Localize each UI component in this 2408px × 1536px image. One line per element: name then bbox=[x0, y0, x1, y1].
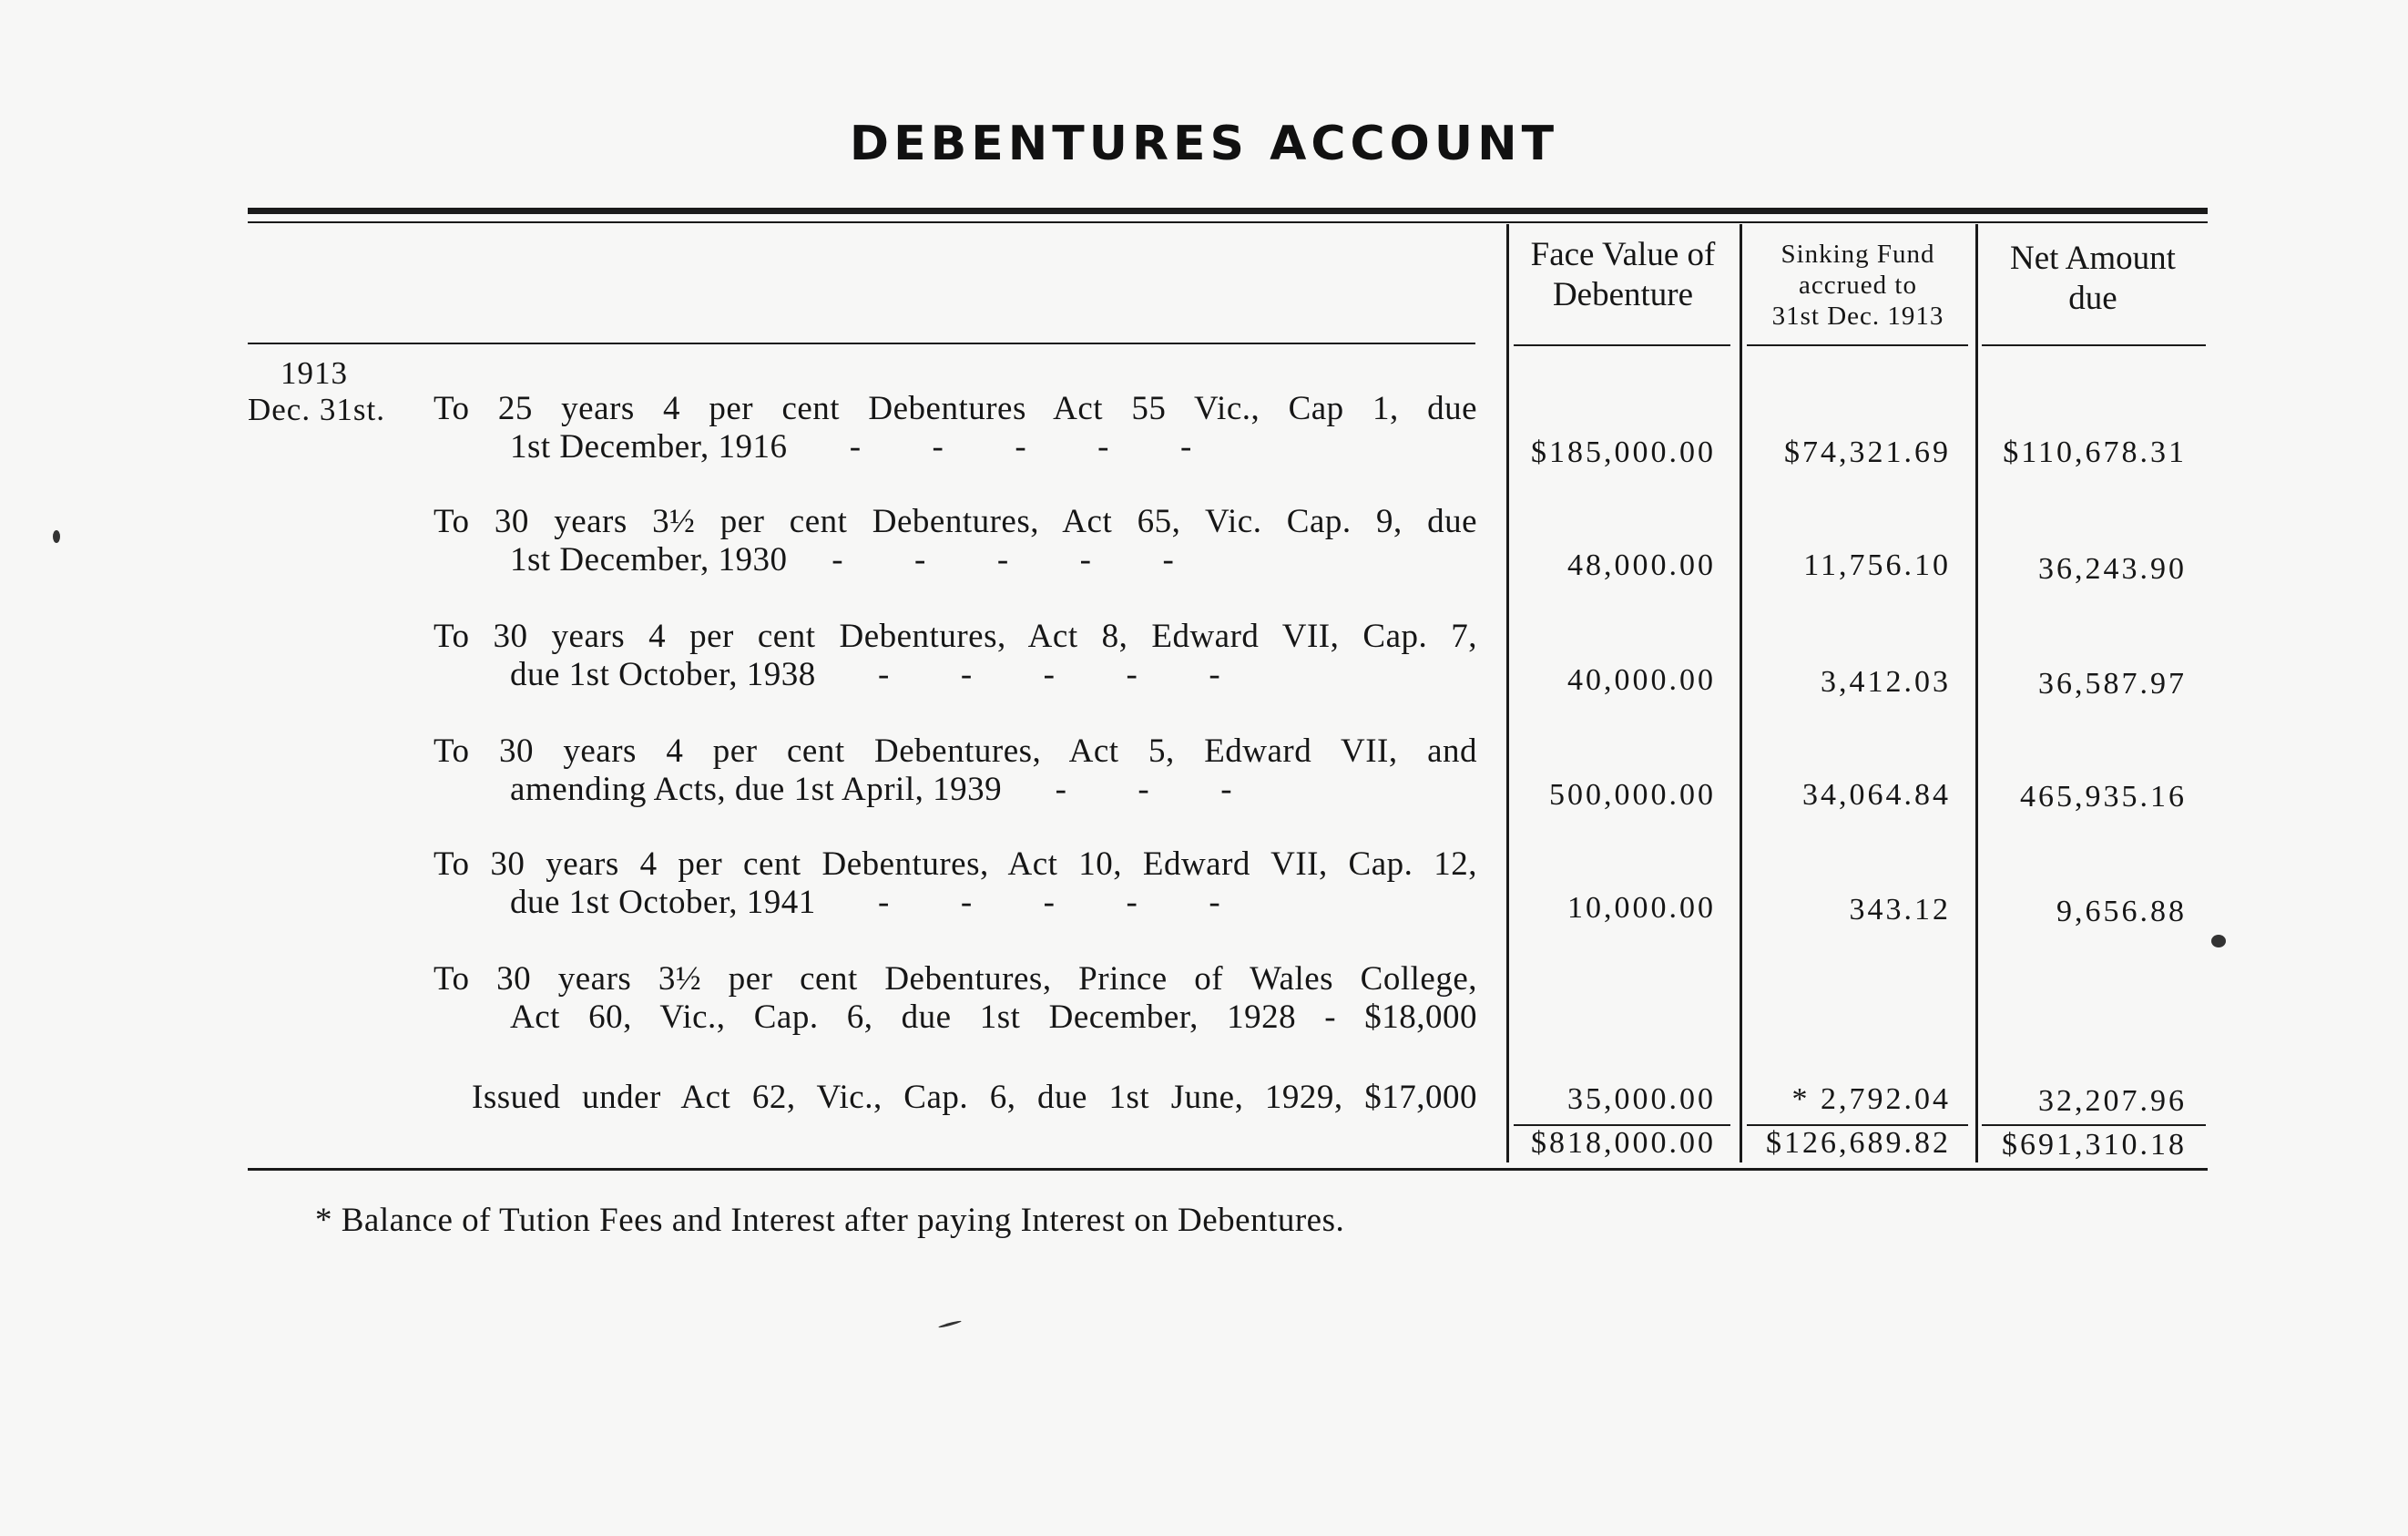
entry-line: Act 60, Vic., Cap. 6, due 1st December, 1928 - $18,000 bbox=[510, 998, 1477, 1036]
total-face-value: $818,000.00 bbox=[1531, 1126, 1716, 1160]
totals-rule-net bbox=[1982, 1124, 2206, 1126]
entry-description bbox=[434, 845, 1477, 922]
total-net-amount: $691,310.18 bbox=[2002, 1128, 2187, 1162]
entry-description bbox=[434, 732, 1477, 809]
total-sinking-fund: $126,689.82 bbox=[1766, 1126, 1951, 1160]
header-net-amount-line2: due bbox=[2068, 279, 2117, 317]
entry-year: 1913 bbox=[281, 355, 348, 391]
top-rule-thin bbox=[248, 221, 2208, 223]
entry-date: Dec. 31st. bbox=[248, 392, 385, 427]
header-rule-face bbox=[1514, 344, 1730, 346]
face-value-cell: 48,000.00 bbox=[1567, 548, 1716, 582]
header-rule-sinking bbox=[1747, 344, 1968, 346]
entry-description bbox=[434, 618, 1477, 694]
face-value-cell: 10,000.00 bbox=[1567, 891, 1716, 925]
net-amount-cell: 36,243.90 bbox=[2038, 552, 2187, 586]
sinking-fund-cell: 34,064.84 bbox=[1802, 778, 1951, 812]
entry-line: To 30 years 4 per cent Debentures, Act 8, Edward VII, Cap. 7, bbox=[434, 618, 1477, 655]
face-value-cell: 40,000.00 bbox=[1567, 663, 1716, 697]
net-amount-cell: 465,935.16 bbox=[2020, 780, 2187, 814]
entry-line: To 30 years 4 per cent Debentures, Act 5, Edward VII, and bbox=[434, 732, 1477, 770]
entry-description bbox=[434, 960, 1477, 1037]
bottom-rule bbox=[248, 1168, 2208, 1171]
face-value-cell: 35,000.00 bbox=[1567, 1082, 1716, 1116]
sinking-fund-cell: 3,412.03 bbox=[1821, 665, 1951, 699]
header-rule-description bbox=[248, 343, 1475, 344]
entry-description bbox=[434, 390, 1477, 466]
header-sinking-fund-line3: 31st Dec. 1913 bbox=[1771, 302, 1944, 332]
header-net-amount-line1: Net Amount bbox=[2010, 240, 2176, 277]
header-sinking-fund-line1: Sinking Fund bbox=[1780, 240, 1935, 269]
sinking-fund-cell: * 2,792.04 bbox=[1791, 1082, 1951, 1116]
entry-line: due 1st October, 1938 - - - - - bbox=[510, 656, 1221, 693]
scan-speck bbox=[53, 530, 60, 543]
page-title: DEBENTURES ACCOUNT bbox=[849, 117, 1559, 171]
header-sinking-fund bbox=[1743, 239, 1973, 333]
net-amount-cell: $110,678.31 bbox=[2003, 435, 2187, 469]
scan-speck bbox=[2211, 935, 2226, 947]
header-rule-net bbox=[1982, 344, 2206, 346]
entry-line: To 30 years 4 per cent Debentures, Act 10, Edward VII, Cap. 12, bbox=[434, 845, 1477, 883]
entry-description bbox=[434, 503, 1477, 579]
entry-line: 1st December, 1916 - - - - - bbox=[510, 428, 1192, 466]
entry-line: due 1st October, 1941 - - - - - bbox=[510, 884, 1221, 921]
entry-line: Issued under Act 62, Vic., Cap. 6, due 1st June, 1929, $17,000 bbox=[472, 1079, 1477, 1116]
net-amount-cell: 32,207.96 bbox=[2038, 1084, 2187, 1118]
entry-description-issued bbox=[472, 1079, 1477, 1117]
face-value-cell: $185,000.00 bbox=[1531, 435, 1716, 469]
header-face-value: Face Value of Debenture bbox=[1530, 236, 1716, 313]
header-sinking-fund-line2: accrued to bbox=[1799, 271, 1917, 301]
face-value-cell: 500,000.00 bbox=[1549, 778, 1716, 812]
sinking-fund-cell: 343.12 bbox=[1849, 893, 1951, 927]
top-rule-thick bbox=[248, 208, 2208, 214]
entry-line: To 30 years 3½ per cent Debentures, Act 65, Vic. Cap. 9, due bbox=[434, 503, 1477, 540]
sinking-fund-cell: 11,756.10 bbox=[1803, 548, 1951, 582]
sinking-fund-cell: $74,321.69 bbox=[1784, 435, 1951, 469]
footnote: * Balance of Tution Fees and Interest after paying Interest on Debentures. bbox=[315, 1202, 1345, 1239]
header-net-amount bbox=[1978, 239, 2208, 318]
entry-line: amending Acts, due 1st April, 1939 - - - bbox=[510, 771, 1233, 808]
net-amount-cell: 9,656.88 bbox=[2056, 895, 2187, 928]
entry-line: To 25 years 4 per cent Debentures Act 55 Vic., Cap 1, due bbox=[434, 390, 1477, 427]
entry-line: To 30 years 3½ per cent Debentures, Prince of Wales College, bbox=[434, 960, 1477, 998]
entry-line: 1st December, 1930 - - - - - bbox=[510, 541, 1175, 579]
scan-speck bbox=[938, 1320, 962, 1329]
net-amount-cell: 36,587.97 bbox=[2038, 667, 2187, 701]
